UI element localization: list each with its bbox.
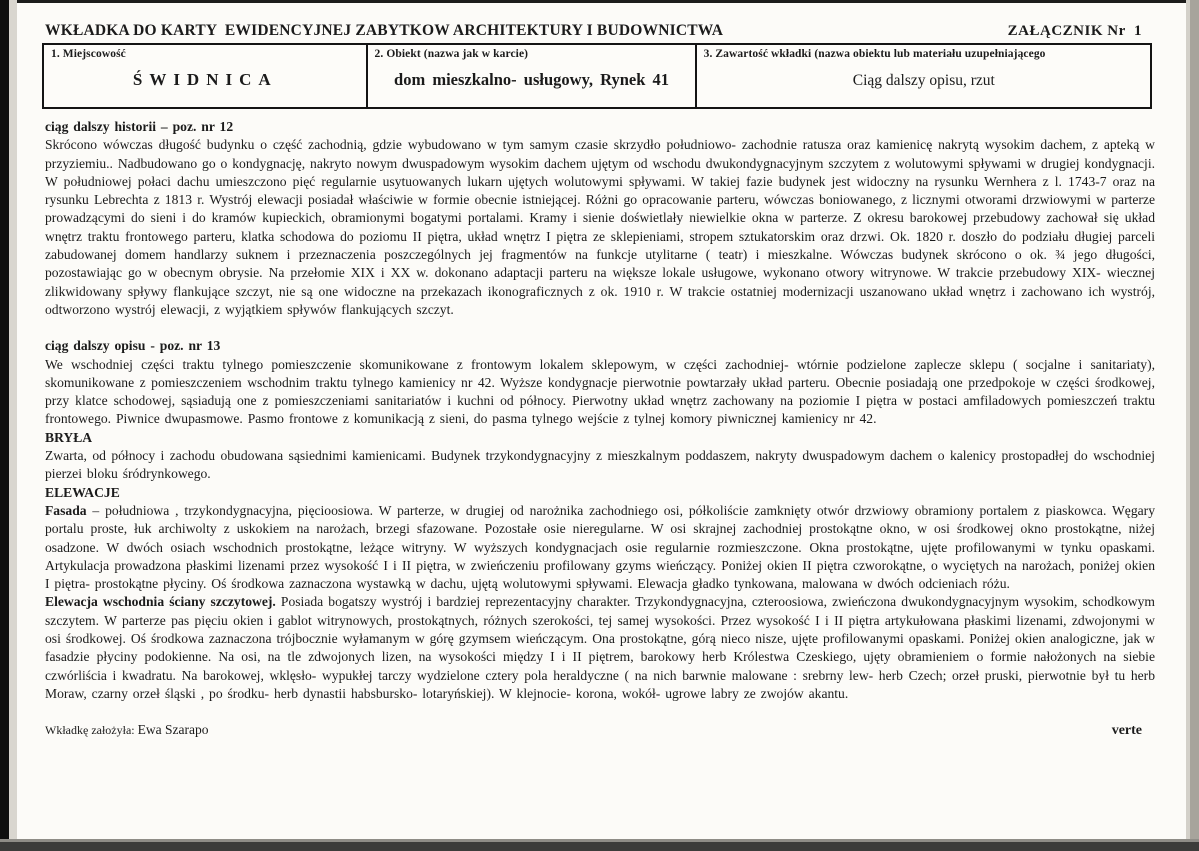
- field-content-label: 3. Zawartość wkładki (nazwa obiektu lub materiału uzupełniającego: [703, 48, 1046, 60]
- section-bryla-heading: BRYŁA: [45, 429, 93, 445]
- section-gap: [45, 319, 1155, 337]
- field-object-label: 2. Obiekt (nazwa jak w karcie): [374, 48, 529, 60]
- field-locality: [43, 44, 367, 108]
- masthead: [42, 22, 1158, 40]
- section-elewacja-wschodnia-lead: Elewacja wschodnia ściany szczytowej.: [45, 594, 276, 610]
- scan-edge-bottom: [0, 842, 1199, 851]
- section-elewacja-wschodnia-text: [45, 593, 1155, 703]
- identification-table: [42, 43, 1152, 109]
- section-description-heading: ciąg dalszy opisu - poz. nr 13: [45, 338, 221, 354]
- section-bryla-text: Zwarta, od północy i zachodu obudowana sąsiednimi kamienicami. Budynek trzykondygnacyjny z mieszkalnym poddaszem, nakryty dwuspadowym dachem o kalenicy prostopadłej do wschodniej pierzei bloku śródrynkowego.: [45, 448, 1155, 482]
- field-locality-value: ŚWIDNICA: [132, 70, 278, 89]
- document-sheet: [17, 3, 1186, 839]
- scan-edge-left: [0, 0, 9, 851]
- annex-number: ZAŁĄCZNIK Nr 1: [1007, 23, 1142, 39]
- document-body: [42, 118, 1158, 703]
- field-content-value: Ciąg dalszy opisu, rzut: [852, 72, 995, 89]
- field-object-value: dom mieszkalno- usługowy, Rynek 41: [394, 70, 670, 89]
- scan-edge-left-gray: [9, 0, 17, 851]
- section-fasada-text: [45, 502, 1155, 593]
- scan-edge-right: [1190, 0, 1199, 851]
- field-content: [696, 44, 1151, 108]
- section-fasada-lead: Fasada: [45, 502, 87, 518]
- section-fasada-body: – południowa , trzykondygnacyjna, pięcioosiowa. W parterze, w drugiej od narożnika zachodniego osi, półkoliście zamknięty otwór drzwiowy obramiony portalem z piaskowca. Węgary portalu proste, łuk archiwolty z uskokiem na narożach, brzegi sfazowane. Pozostałe osie nieregularne. W osi skrajnej zachodniej prostokątne okno, w osi środkowej okno prostokątne, niżej osadzone. W dwóch osiach wschodnich prostokątne, leżące witryny. W wyższych kondygnacjach osie regularnie rozmieszczone. Okna prostokątne, ujęte profilowanymi w tynku opaskami. Artykulacja prowadzona płaskimi lizenami przez wysokość I i II piętra, w zwieńczeniu profilowany gzyms wieńczący. Poniżej okien II piętra czworokątne, o wyciętych na narożach, poniżej okien I piętra- prostokątne płyciny. Oś środkowa zaznaczona wystawką w dachu, ujętą wolutowymi spływami. Elewacja gładko tynkowana, malowana w dwóch odcieniach różu.: [45, 502, 1155, 592]
- verte-note: verte: [1111, 723, 1142, 739]
- founder-label: Wkładkę założyła:: [45, 723, 135, 738]
- section-elewacje-heading: ELEWACJE: [45, 484, 120, 500]
- section-history-heading: ciąg dalszy historii – poz. nr 12: [45, 119, 234, 134]
- founder-name: Ewa Szarapo: [137, 722, 209, 738]
- section-description-text: We wschodniej części traktu tylnego pomieszczenie skomunikowane z frontowym lokalem sklepowym, w części zachodniej- wtórnie podzielone zaplecze sklepu ( socjalne i sanitariaty), skomunikowane z pomieszczeniem wschodnim traktu tylnego kamienicy nr 42. Wyższe kondygnacje pierwotnie powtarzały układ parteru. Obecnie posiadają one przedpokoje w części środkowej, przy klatce schodowej, sąsiadują one z pomieszczeniami sanitariatów i kuchni od północy. Pierwotny układ wnętrz zachowany na poziomie I piętra w postaci amfiladowych pomieszczeń traktu frontowego. Piwnice dwupasmowe. Pasmo frontowe z komunikacją z sieni, do pasma tylnego wejście z tylnej komory piwnicznej kamienicy nr 42.: [45, 356, 1155, 427]
- footer: [42, 722, 1158, 739]
- section-history-text: Skrócono wówczas długość budynku o część zachodnią, gdzie wybudowano w tym samym czasie skrzydło południowo- zachodnie ratusza oraz kamienicę nakrytą wysokim dachem, z apteką w przyziemiu.. Nadbudowano go o kondygnację, nakryto nowym dwuspadowym wysokim dachem ujętym od wschodu dwukondygnacyjnym szczytem z wolutowymi spływami w drugiej kondygnacji. W południowej połaci dachu umieszczono pięć regularnie usytuowanych lukarn ujętych wolutowymi spływami. W takiej fazie budynek jest widoczny na rysunku Wernhera z l. 1743-7 oraz na rysunku Lebrechta z 1813 r. Wystrój elewacji posiadał właściwie w formie obecnie istniejącej. Różni go opracowanie parteru, wówczas boniowanego, z licznymi otworami drzwiowymi w parterze prowadzącymi do sieni i do kramów kupieckich, obramionymi bogatymi portalami. Kramy i sienie doświetlały niewielkie okna w parterze. Z okresu barokowej przebudowy zachował się układ wnętrz traktu frontowego parteru, klatka schodowa do poziomu II piętra, układ wnętrz I piętra ze sklepieniami, stropem sztukatorskim oraz drzwi. Ok. 1820 r. doszło do podziału długiej parceli zabudowanej domem handlarzy suknem i przeznaczenia poszczególnych jej fragmentów na funkcje utylitarne ( teatr) i mieszkalne. Wówczas budynek skrócono o ok. ¾ jego długości, pozostawiając go w obecnym obrysie. Na przełomie XIX i XX w. dokonano adaptacji parteru na większe lokale usługowe, wykonano otwory witrynowe. W trakcie przebudowy XIX- wiecznej zlikwidowany spływy flankujące szczyt, nie są one widoczne na przekazach ikonograficznych z ok. 1910 r. W trakcie ostatniej modernizacji uszanowano układ wnętrz i zachowano ich wystrój, odtworzono wystrój elewacji, z wyjątkiem spływów flankujących szczyt.: [45, 137, 1155, 317]
- section-elewacja-wschodnia-body: Posiada bogatszy wystrój i bardziej reprezentacyjny charakter. Trzykondygnacyjna, czteroosiowa, zwieńczona dwukondygnacyjnym wysokim, schodkowym szczytem. W parterze pas pięciu okien i gablot witrynowych, prostokątnych, różnych szerokości, tej samej wysokości. Przez wysokość I i II piętra artykułowana płaskimi lizenami, zdwojonymi w osi środkowej. Oś środkowa zaznaczona trójbocznie wyłamanym w górę gzymsem wieńczącym. Ona prostokątne, górą nieco nisze, ujęte profilowanymi opaskami. Poniżej okien analogiczne, jak w fasadzie płyciny podokienne. Na osi, na tle zdwojonych lizen, na wysokości między I i II piętrem, barokowy herb Królestwa Czeskiego, ujęty obramieniem o formie nałożonych na siebie czwórliścia i kwadratu. Na barokowej, wklęsło- wypukłej tarczy wydzielone cztery pola heraldyczne ( na nich barwnie malowane : srebrny lew- herb Czech; orzeł pruski, pierwotnie był tu herb Moraw, czarny orzeł śląski , po środku- herb dynastii habsbursko- lotaryńskiej). W klejnocie- korona, wokół- ugrowe labry ze zwojów akantu.: [45, 594, 1155, 701]
- field-object: [367, 44, 696, 108]
- field-locality-label: 1. Miejscowość: [51, 48, 126, 60]
- document-title: WKŁADKA DO KARTY EWIDENCYJNEJ ZABYTKOW ARCHITEKTURY I BUDOWNICTWA: [45, 22, 724, 39]
- founder-line: [45, 722, 208, 738]
